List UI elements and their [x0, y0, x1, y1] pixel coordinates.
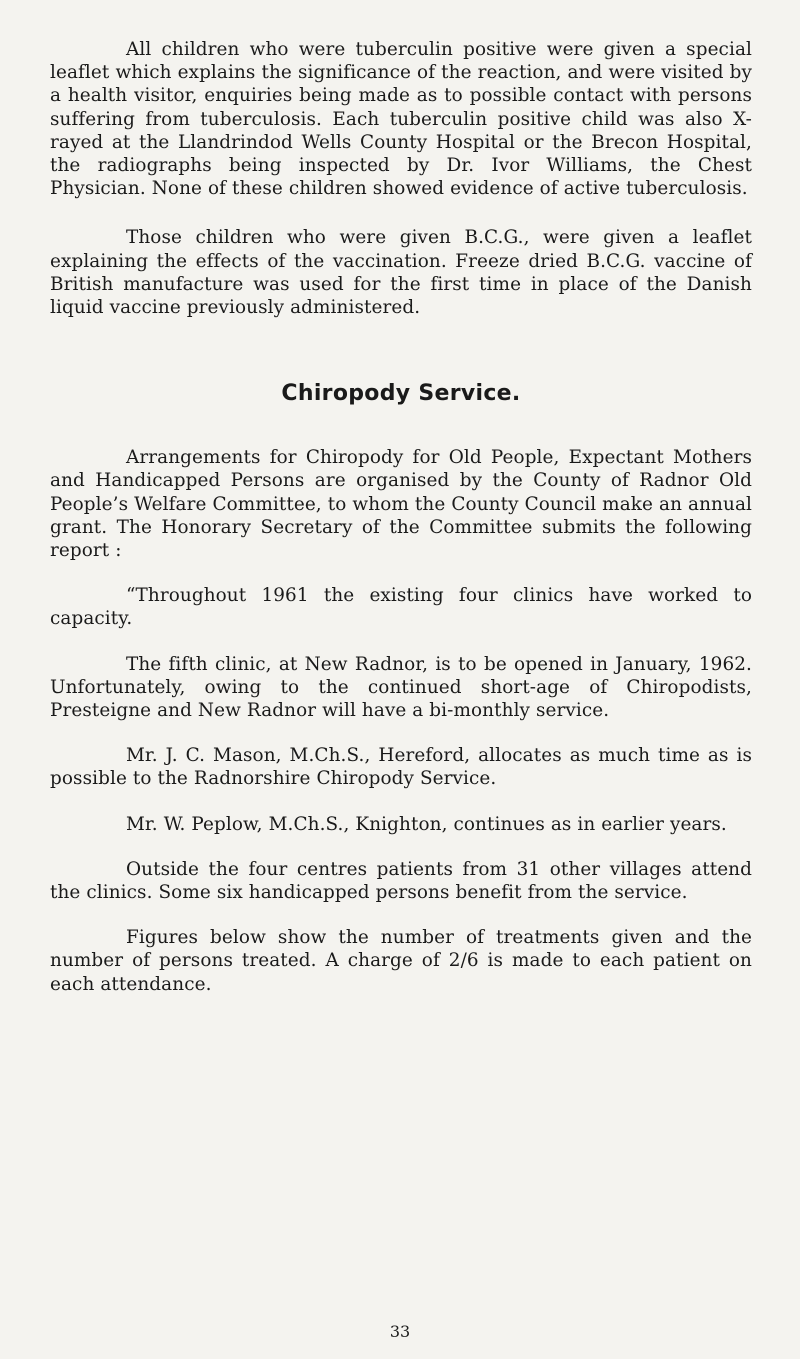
paragraph-fifth-clinic: The fifth clinic, at New Radnor, is to be opened in January, 1962. Unfortunately, owing to the continued short-age of Chiropodists, Presteigne and New Radnor will have a bi-monthly service. — [50, 653, 752, 722]
section-heading-chiropody: Chiropody Service. — [281, 381, 521, 407]
paragraph-chiropody-arrangements: Arrangements for Chiropody for Old People, Expectant Mothers and Handicapped Persons are organised by the County of Radnor Old People’s Welfare Committee, to whom the County Council make an annual grant. The Honorary Secretary of the Committee submits the following report : — [50, 447, 752, 562]
page-number: 33 — [389, 1322, 411, 1341]
paragraph-tuberculin-positive: All children who were tuberculin positive were given a special leaflet which explains the significance of the reaction, and were visited by a health visitor, enquiries being made as to possible contact with persons suffering from tuberculosis. Each tuberculin positive child was also X-rayed at the Llandrindod Wells County Hospital or the Brecon Hospital, the radiographs being inspected by Dr. Ivor Williams, the Chest Physician. None of these children showed evidence of active tuberculosis. — [50, 39, 752, 200]
paragraph-treatment-figures: Figures below show the number of treatments given and the number of persons treated. A charge of 2/6 is made to each patient on each attendance. — [50, 927, 752, 995]
paragraph-peplow: Mr. W. Peplow, M.Ch.S., Knighton, continues as in earlier years. — [126, 813, 727, 835]
paragraph-mason: Mr. J. C. Mason, M.Ch.S., Hereford, allocates as much time as is possible to the Radnorshire Chiropody Service. — [50, 745, 752, 790]
paragraph-other-villages: Outside the four centres patients from 31 other villages attend the clinics. Some six handicapped persons benefit from the service. — [50, 858, 752, 904]
paragraph-clinics-capacity: “Throughout 1961 the existing four clinics have worked to capacity. — [50, 585, 752, 630]
paragraph-bcg-vaccine: Those children who were given B.C.G., were given a leaflet explaining the effects of the vaccination. Freeze dried B.C.G. vaccine of British manufacture was used for the first time in place of the Danish liquid vaccine previously administered. — [50, 227, 752, 319]
